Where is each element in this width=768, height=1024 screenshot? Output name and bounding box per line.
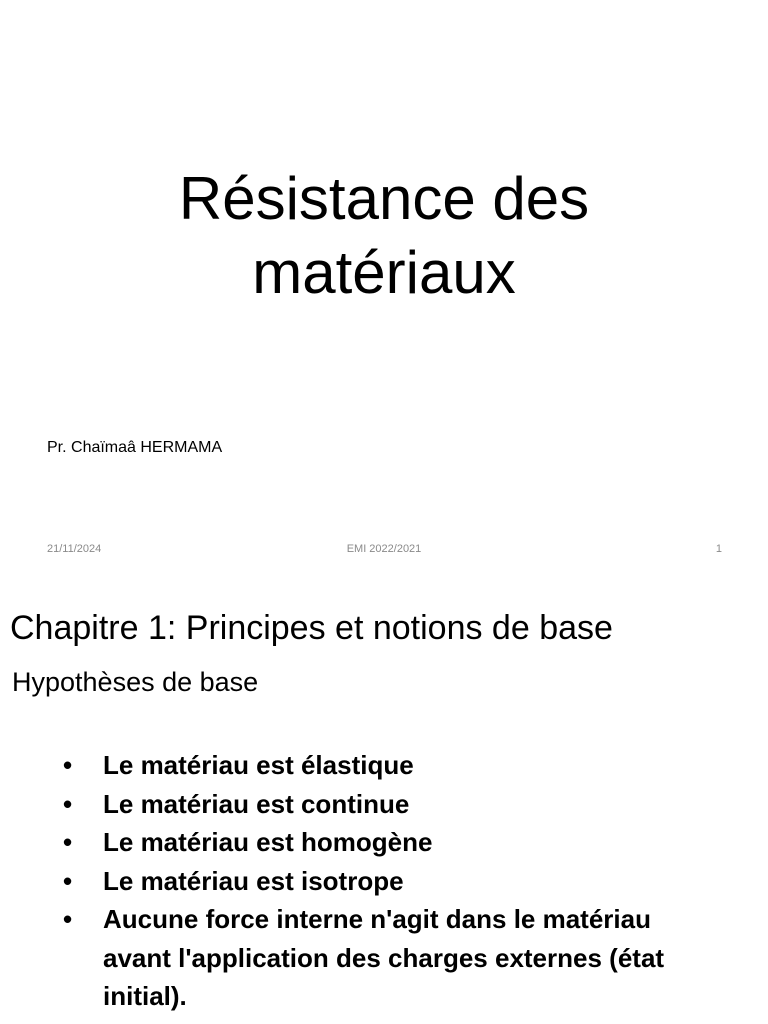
title-line-2: matériaux [252, 239, 516, 306]
hypotheses-list [60, 746, 720, 1016]
footer-date: 21/11/2024 [47, 543, 102, 555]
list-item-text: Le matériau est continue [103, 788, 410, 819]
content-slide [0, 576, 768, 1024]
footer-course: EMI 2022/2021 [346, 543, 422, 555]
presentation-title [0, 162, 768, 310]
list-item-text: Aucune force interne n'agit dans le matériau avant l'application des charges externes (état initial). [103, 904, 665, 1011]
list-item [60, 900, 720, 1016]
list-item [60, 823, 720, 862]
bullet-icon: • [63, 750, 73, 780]
bullet-icon: • [63, 904, 73, 934]
bullet-icon: • [63, 788, 73, 819]
footer-page-number: 1 [715, 543, 722, 555]
list-item [60, 862, 720, 901]
list-item-text: Le matériau est homogène [103, 827, 433, 857]
title-line-1: Résistance des [178, 165, 590, 232]
list-item-text: Le matériau est isotrope [103, 865, 404, 896]
list-item [60, 746, 720, 785]
list-item [60, 785, 720, 824]
author-name: Pr. Chaïmaâ HERMAMA [47, 439, 223, 456]
bullet-icon: • [63, 865, 73, 896]
bullet-icon: • [63, 827, 73, 857]
section-title: Hypothèses de base [12, 667, 259, 697]
chapter-title: Chapitre 1: Principes et notions de base [10, 609, 613, 647]
list-item-text: Le matériau est élastique [103, 750, 414, 780]
